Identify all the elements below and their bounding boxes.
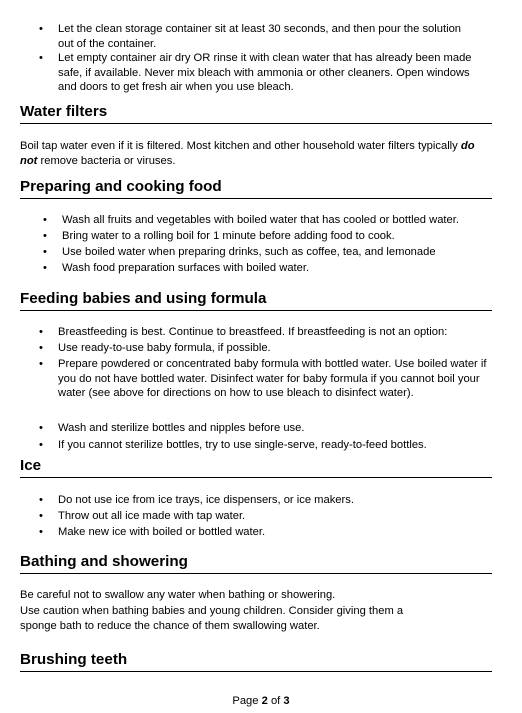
list-item — [0, 22, 522, 51]
section-heading-bathing: Bathing and showering — [20, 553, 492, 574]
preparing-food-bullet-list — [0, 213, 522, 277]
bullet-glyph: • — [39, 358, 43, 370]
section-heading-preparing-food: Preparing and cooking food — [20, 178, 492, 199]
list-item — [0, 261, 522, 277]
feeding-babies-bullet-list — [0, 325, 522, 454]
bullet-glyph: • — [39, 342, 43, 354]
of-label: of — [270, 695, 281, 707]
total-page-number: 3 — [283, 695, 290, 707]
bullet-glyph: • — [39, 439, 43, 451]
list-item-text: Breastfeeding is best. Continue to breastfeed. If breastfeeding is not an option: — [58, 326, 448, 338]
bathing-paragraph-1: Be careful not to swallow any water when bathing or showering. — [20, 589, 336, 601]
section-heading-brushing-teeth: Brushing teeth — [20, 651, 492, 672]
bathing-paragraph-2: Use caution when bathing babies and young children. Consider giving them a sponge bath to reduce the chance of them swallowing water. — [20, 605, 404, 632]
bullet-glyph: • — [43, 246, 47, 258]
list-item-text: Let the clean storage container sit at least 30 seconds, and then pour the solution out of the container. — [58, 23, 462, 50]
list-item-text: Do not use ice from ice trays, ice dispensers, or ice makers. — [58, 494, 354, 506]
bullet-glyph: • — [39, 526, 43, 538]
list-item-text: Throw out all ice made with tap water. — [58, 510, 246, 522]
bullet-glyph: • — [39, 510, 43, 522]
list-item — [0, 245, 522, 261]
page-label: Page — [232, 695, 259, 707]
bullet-glyph: • — [39, 494, 43, 506]
section-heading-water-filters: Water filters — [20, 103, 492, 124]
current-page-number: 2 — [261, 695, 268, 707]
list-item — [0, 213, 522, 229]
bullet-glyph: • — [39, 422, 43, 434]
bullet-glyph: • — [43, 214, 47, 226]
list-item — [0, 325, 522, 341]
list-item — [0, 341, 522, 357]
list-item-text: Make new ice with boiled or bottled water. — [58, 526, 266, 538]
section-heading-feeding-babies: Feeding babies and using formula — [20, 290, 492, 311]
list-item — [0, 493, 522, 509]
list-item-text: Prepare powdered or concentrated baby formula with bottled water. Use boiled water if you do not have bottled water. Disinfect water for baby formula if you cannot boil your water (see above for directions on how to use bleach to disinfect water). — [58, 358, 487, 400]
bullet-glyph: • — [43, 262, 47, 274]
list-item-text: Wash and sterilize bottles and nipples before use. — [58, 422, 305, 434]
list-item — [0, 525, 522, 541]
list-item-text: If you cannot sterilize bottles, try to use single-serve, ready-to-feed bottles. — [58, 439, 427, 451]
section-heading-ice: Ice — [20, 457, 492, 478]
bullet-glyph: • — [43, 230, 47, 242]
list-item-text: Wash all fruits and vegetables with boiled water that has cooled or bottled water. — [62, 214, 459, 226]
ice-bullet-list — [0, 493, 522, 541]
list-item-text: Bring water to a rolling boil for 1 minute before adding food to cook. — [62, 230, 395, 242]
list-item-text: Use ready-to-use baby formula, if possible. — [58, 342, 271, 354]
list-item — [0, 509, 522, 525]
bullet-glyph: • — [39, 23, 43, 35]
paragraph-text: Boil tap water even if it is filtered. Most kitchen and other household water filters typically — [20, 140, 461, 152]
list-item-text: Wash food preparation surfaces with boiled water. — [62, 262, 310, 274]
list-item — [0, 357, 522, 421]
paragraph-emphasis: do not — [20, 140, 475, 167]
page-footer — [0, 694, 522, 708]
list-item — [0, 421, 522, 438]
bullet-glyph: • — [39, 52, 43, 64]
list-item — [0, 438, 522, 454]
paragraph-text: remove bacteria or viruses. — [37, 155, 176, 167]
intro-bullet-list — [0, 22, 522, 95]
list-item — [0, 51, 522, 95]
list-item-text: Use boiled water when preparing drinks, such as coffee, tea, and lemonade — [62, 246, 436, 258]
bullet-glyph: • — [39, 326, 43, 338]
water-filters-paragraph — [20, 139, 490, 169]
list-item-text: Let empty container air dry OR rinse it with clean water that has already been made safe, if available. Never mix bleach with ammonia or other cleaners. Open windows and doors to get fresh air when you use bleach. — [58, 52, 472, 94]
list-item — [0, 229, 522, 245]
